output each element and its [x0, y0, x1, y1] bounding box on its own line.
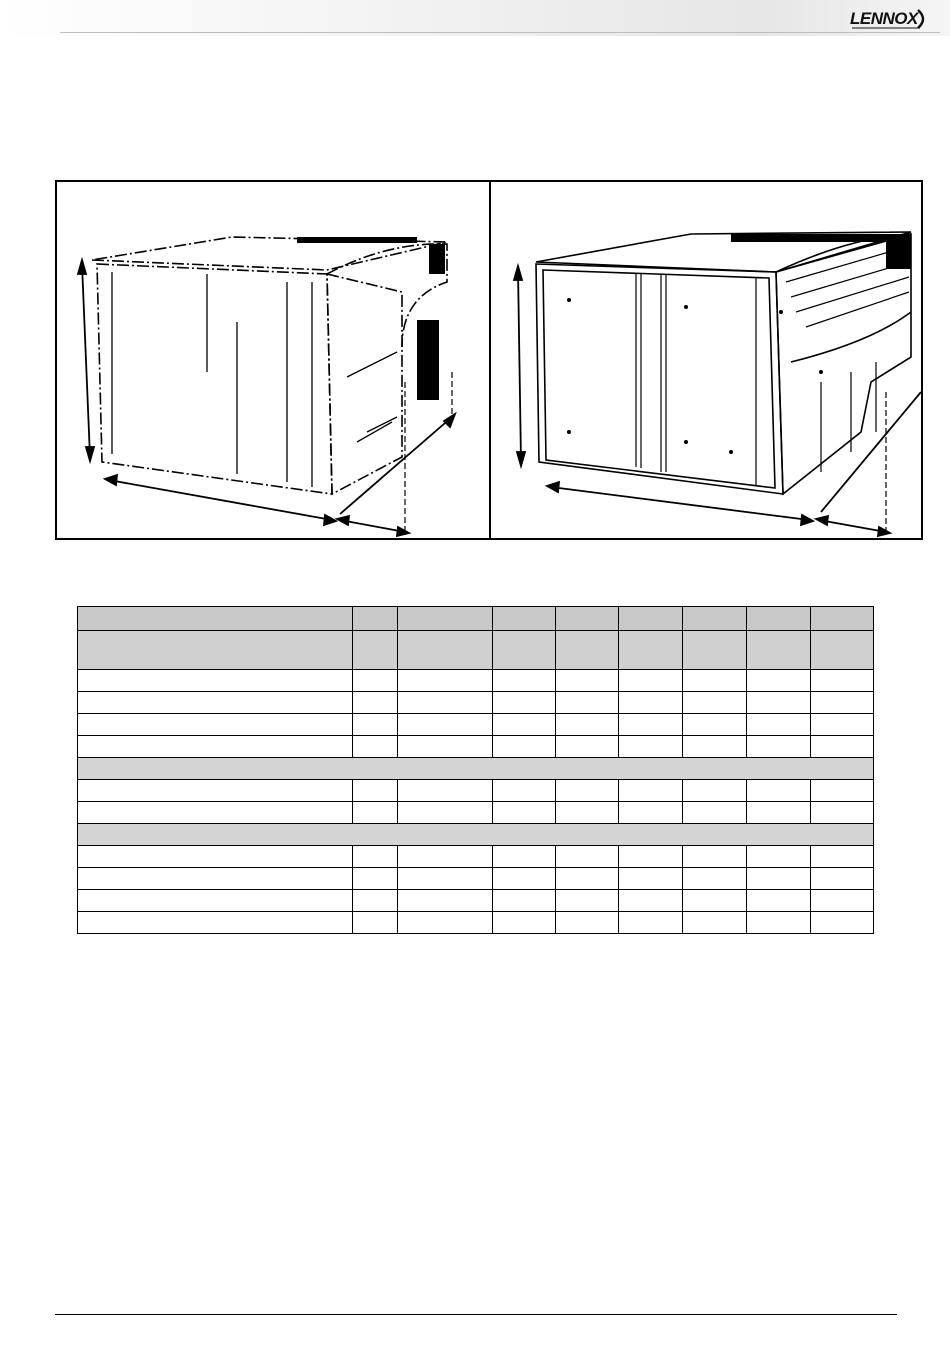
table-cell: [398, 607, 493, 631]
table-row: [78, 692, 874, 714]
table-cell: [78, 736, 353, 758]
table-cell: [493, 736, 556, 758]
table-subhead-row: [78, 631, 874, 670]
table-cell: [398, 631, 493, 670]
table-cell: [556, 670, 619, 692]
table-cell: [78, 692, 353, 714]
table-head-row: [78, 607, 874, 631]
table-cell: [398, 692, 493, 714]
table-cell: [78, 670, 353, 692]
table-cell: [493, 607, 556, 631]
table-cell: [747, 607, 811, 631]
table-cell: [353, 736, 398, 758]
table-cell: [811, 868, 874, 890]
table-cell: [398, 868, 493, 890]
table-row: [78, 846, 874, 868]
table-cell: [556, 868, 619, 890]
table-cell: [398, 736, 493, 758]
table-cell: [398, 846, 493, 868]
lennox-logo: [848, 6, 928, 32]
table-cell: [811, 631, 874, 670]
table-cell: [683, 631, 747, 670]
table-body: [78, 607, 874, 934]
table-cell: [619, 780, 683, 802]
table-cell: [78, 780, 353, 802]
table-cell: [811, 692, 874, 714]
table-cell: [811, 890, 874, 912]
table-cell: [811, 846, 874, 868]
table-cell: [747, 670, 811, 692]
table-section-row: [78, 758, 874, 780]
table-cell: [493, 868, 556, 890]
table-cell: [683, 607, 747, 631]
table-cell: [78, 824, 874, 846]
table-cell: [353, 846, 398, 868]
table-row: [78, 912, 874, 934]
logo-swoosh-icon: [848, 6, 928, 32]
table-cell: [353, 868, 398, 890]
table-cell: [556, 736, 619, 758]
table-cell: [353, 912, 398, 934]
table-cell: [683, 912, 747, 934]
table-cell: [747, 868, 811, 890]
table-cell: [619, 868, 683, 890]
table-cell: [619, 714, 683, 736]
table-cell: [683, 890, 747, 912]
table-cell: [78, 631, 353, 670]
dimensions-table: [77, 606, 874, 934]
table-cell: [398, 802, 493, 824]
table-row: [78, 714, 874, 736]
page-header: [0, 0, 950, 36]
table-cell: [619, 912, 683, 934]
table-cell: [493, 802, 556, 824]
table-cell: [398, 714, 493, 736]
table-cell: [398, 670, 493, 692]
table-cell: [747, 714, 811, 736]
table-row: [78, 670, 874, 692]
table-cell: [78, 758, 874, 780]
table-section-row: [78, 824, 874, 846]
table-row: [78, 868, 874, 890]
table-cell: [747, 692, 811, 714]
table-cell: [619, 890, 683, 912]
table-cell: [683, 846, 747, 868]
table-cell: [556, 780, 619, 802]
table-row: [78, 780, 874, 802]
table-cell: [619, 802, 683, 824]
table-row: [78, 890, 874, 912]
table-cell: [619, 670, 683, 692]
table-cell: [747, 780, 811, 802]
table-cell: [683, 802, 747, 824]
table-cell: [353, 890, 398, 912]
table-cell: [78, 802, 353, 824]
rooftop-unit-large-drawing-icon: [491, 182, 921, 538]
table-cell: [493, 780, 556, 802]
table-cell: [398, 890, 493, 912]
table-cell: [811, 714, 874, 736]
table-cell: [811, 802, 874, 824]
table-cell: [353, 607, 398, 631]
table-cell: [619, 846, 683, 868]
table-cell: [78, 846, 353, 868]
table-cell: [683, 670, 747, 692]
table-cell: [493, 714, 556, 736]
table-cell: [811, 607, 874, 631]
table-cell: [556, 631, 619, 670]
table-cell: [493, 890, 556, 912]
table-cell: [747, 890, 811, 912]
table-cell: [683, 736, 747, 758]
table-cell: [353, 631, 398, 670]
table-cell: [556, 802, 619, 824]
table-cell: [78, 912, 353, 934]
table-cell: [353, 780, 398, 802]
table-cell: [398, 780, 493, 802]
table-cell: [493, 846, 556, 868]
table-cell: [811, 780, 874, 802]
table-cell: [683, 868, 747, 890]
table-cell: [811, 736, 874, 758]
table-cell: [353, 692, 398, 714]
dimension-figure: [55, 180, 923, 540]
table-cell: [493, 912, 556, 934]
table-cell: [747, 736, 811, 758]
table-cell: [398, 912, 493, 934]
table-cell: [353, 670, 398, 692]
table-cell: [811, 670, 874, 692]
table-cell: [683, 692, 747, 714]
table-row: [78, 802, 874, 824]
table-cell: [556, 890, 619, 912]
table-cell: [556, 912, 619, 934]
table-cell: [78, 607, 353, 631]
table-cell: [747, 631, 811, 670]
table-cell: [78, 890, 353, 912]
table-cell: [353, 802, 398, 824]
table-cell: [811, 912, 874, 934]
logo-text: LENNOX: [850, 9, 918, 28]
table-cell: [683, 714, 747, 736]
table-cell: [78, 868, 353, 890]
table-cell: [556, 607, 619, 631]
table-cell: [556, 846, 619, 868]
table-cell: [619, 692, 683, 714]
footer-rule: [55, 1314, 897, 1315]
table-cell: [556, 692, 619, 714]
table-cell: [619, 631, 683, 670]
table-cell: [556, 714, 619, 736]
table-cell: [493, 631, 556, 670]
table-cell: [619, 607, 683, 631]
table-cell: [78, 714, 353, 736]
header-rule: [60, 32, 940, 33]
rooftop-unit-small-drawing-icon: [57, 182, 489, 538]
table-cell: [493, 692, 556, 714]
table-cell: [683, 780, 747, 802]
table-cell: [747, 912, 811, 934]
table-cell: [493, 670, 556, 692]
table-row: [78, 736, 874, 758]
table-cell: [619, 736, 683, 758]
table-cell: [747, 802, 811, 824]
table-cell: [353, 714, 398, 736]
table-cell: [747, 846, 811, 868]
